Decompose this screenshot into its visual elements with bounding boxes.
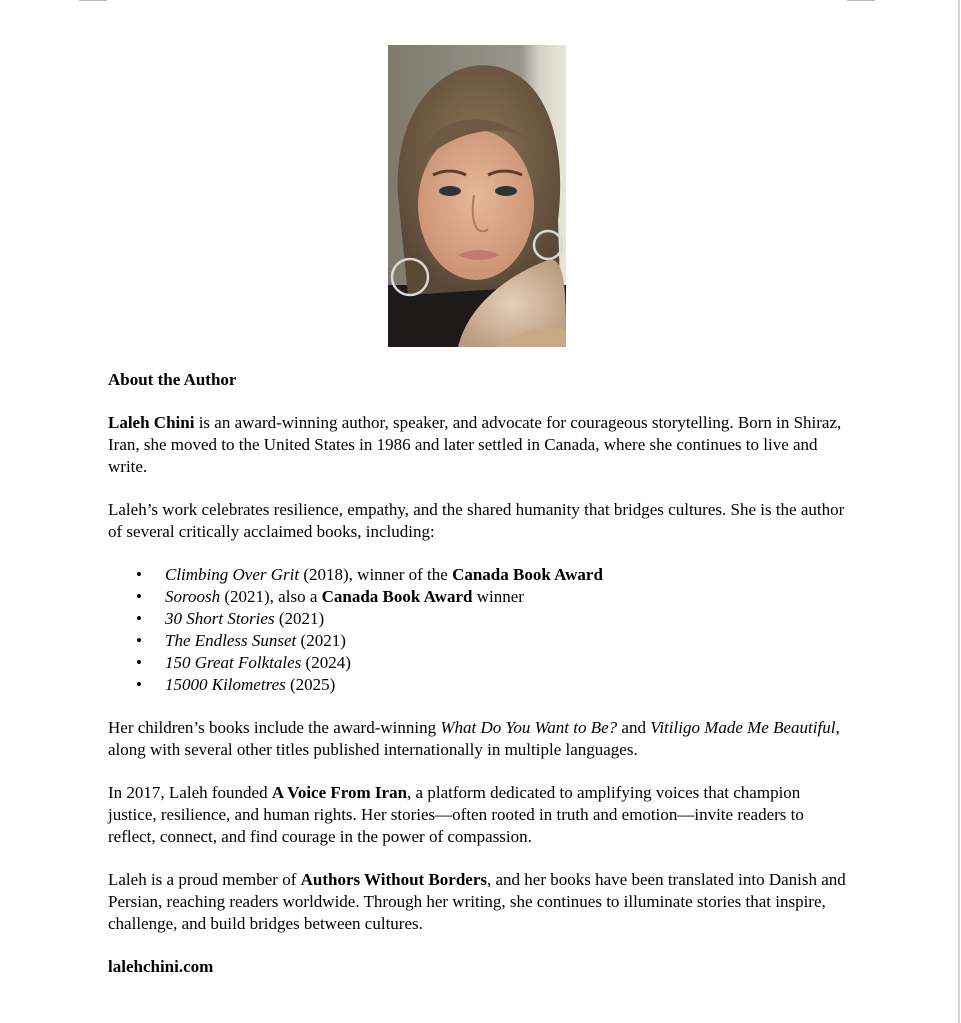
authors-without-borders-paragraph [108, 869, 848, 935]
book-title: Climbing Over Grit [165, 565, 300, 584]
childrens-books-paragraph [108, 717, 848, 761]
voice-from-iran-paragraph [108, 782, 848, 848]
text-segment: , a platform dedicated to amplifying voices that champion justice, resilience, and human rights. Her stories—often rooted in truth and emotion—invite readers to reflect, connect, and find courage in the power of compassion. [108, 783, 804, 846]
text-segment: , and her books have been translated into Danish and Persian, reaching readers worldwide. Through her writing, she continues to illuminate stories that inspire, challenge, and build bridges between cultures. [108, 870, 846, 933]
book-list-item [165, 608, 848, 630]
book-detail: (2025) [285, 675, 336, 694]
book-title: The Endless Sunset [165, 631, 297, 650]
intro-paragraph [108, 412, 848, 478]
about-author-section [108, 369, 848, 999]
book-list-item [165, 652, 848, 674]
organization-name: Authors Without Borders [300, 870, 488, 889]
work-paragraph: Laleh’s work celebrates resilience, empathy, and the shared humanity that bridges cultures. She is the author of several critically acclaimed books, including: [108, 500, 845, 541]
award-name: Canada Book Award [321, 587, 473, 606]
book-list-item [165, 674, 848, 696]
book-list-item [165, 586, 848, 608]
book-list-item [165, 630, 848, 652]
book-detail: (2024) [301, 653, 351, 672]
book-title: 15000 Kilometres [165, 675, 286, 694]
page-edge-divider [958, 0, 960, 1023]
intro-text: is an award-winning author, speaker, and advocate for courageous storytelling. Born in Shiraz, Iran, she moved to the United States in 1986 and later settled in Canada, where she continues to live and write. [108, 413, 842, 476]
book-detail-suffix: winner [472, 587, 524, 606]
book-detail: (2018), winner of the [299, 565, 453, 584]
book-detail: (2021) [296, 631, 346, 650]
website-link[interactable]: lalehchini.com [108, 957, 214, 976]
book-list-item [165, 564, 848, 586]
book-title: Vitiligo Made Me Beautiful [650, 718, 836, 737]
book-title: Soroosh [165, 587, 221, 606]
book-title: What Do You Want to Be? [440, 718, 618, 737]
portrait-image-icon [388, 45, 566, 347]
organization-name: A Voice From Iran [271, 783, 408, 802]
text-segment: In 2017, Laleh founded [108, 783, 272, 802]
crop-mark-left [79, 0, 107, 1]
book-list [108, 564, 848, 696]
text-segment: and [617, 718, 651, 737]
book-title: 150 Great Folktales [165, 653, 302, 672]
author-photo [388, 45, 566, 347]
crop-mark-right [847, 0, 875, 1]
section-heading: About the Author [108, 370, 237, 389]
text-segment: Laleh is a proud member of [108, 870, 301, 889]
book-title: 30 Short Stories [165, 609, 275, 628]
text-segment: Her children’s books include the award-winning [108, 718, 441, 737]
author-name: Laleh Chini [108, 413, 195, 432]
award-name: Canada Book Award [452, 565, 603, 584]
book-detail: (2021) [274, 609, 325, 628]
book-detail: (2021), also a [220, 587, 322, 606]
text-segment: , along with several other titles published internationally in multiple languages. [108, 718, 840, 759]
